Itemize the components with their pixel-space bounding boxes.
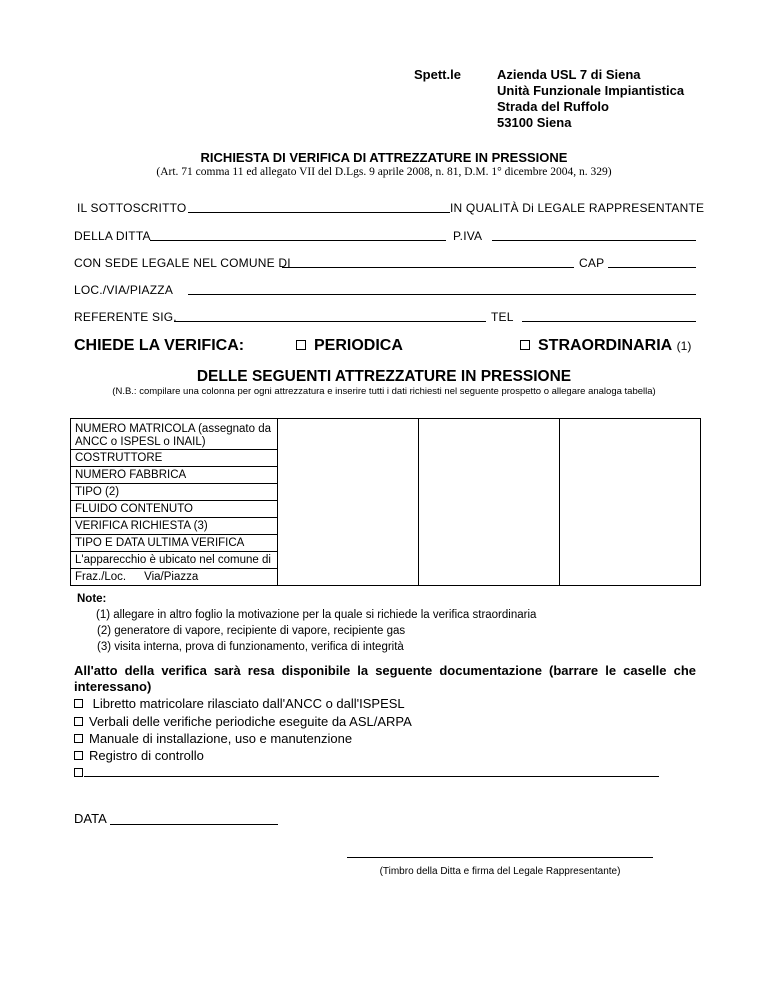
- table-row: [71, 419, 701, 450]
- document-title: RICHIESTA DI VERIFICA DI ATTREZZATURE IN PRESSIONE: [200, 150, 568, 165]
- checkbox-icon[interactable]: [74, 768, 83, 777]
- straordinaria-note: (1): [676, 339, 692, 353]
- notes-heading: Note:: [77, 593, 107, 605]
- row-label-frazione: [71, 569, 278, 586]
- note-item: (1) allegare in altro foglio la motivazione per la quale si richiede la verifica straordinaria: [96, 609, 537, 621]
- doc-item-other[interactable]: [74, 765, 83, 780]
- cap-label: CAP: [579, 256, 605, 270]
- sottoscritto-field[interactable]: [188, 212, 450, 213]
- piva-field[interactable]: [492, 240, 696, 241]
- document-subtitle: (Art. 71 comma 11 ed allegato VII del D.Lgs. 9 aprile 2008, n. 81, D.M. 1° dicembre 2004, n. 329): [156, 166, 612, 178]
- straordinaria-label: STRAORDINARIA: [538, 337, 673, 354]
- recipient-line: Azienda USL 7 di Siena: [497, 67, 641, 82]
- via-label: Via/Piazza: [144, 571, 199, 583]
- note-item: (3) visita interna, prova di funzionamento, verifica di integrità: [97, 641, 404, 653]
- doc-item-label: Libretto matricolare rilasciato dall'ANCC o dall'ISPESL: [92, 696, 405, 711]
- chiede-label: CHIEDE LA VERIFICA:: [74, 337, 245, 354]
- fraz-label: Fraz./Loc.: [75, 571, 127, 583]
- ditta-label: DELLA DITTA: [74, 229, 151, 243]
- qualita-label: IN QUALITÀ Di LEGALE RAPPRESENTANTE: [450, 201, 705, 215]
- doc-item-label: Verbali delle verifiche periodiche eseguite da ASL/ARPA: [89, 714, 412, 729]
- row-label-matricola: NUMERO MATRICOLA (assegnato da ANCC o ISPESL o INAIL): [71, 419, 278, 450]
- sottoscritto-label: IL SOTTOSCRITTO: [77, 201, 187, 215]
- note-item: (2) generatore di vapore, recipiente di vapore, recipiente gas: [97, 625, 406, 637]
- checkbox-icon[interactable]: [74, 751, 83, 760]
- equipment-column-1[interactable]: [278, 419, 419, 586]
- row-label-verifica: VERIFICA RICHIESTA (3): [71, 518, 278, 535]
- recipient-line: Strada del Ruffolo: [497, 99, 609, 114]
- row-label-tipo: TIPO (2): [71, 484, 278, 501]
- signature-caption: (Timbro della Ditta e firma del Legale Rappresentante): [379, 866, 621, 877]
- doc-item-label: Manuale di installazione, uso e manutenzione: [89, 731, 353, 746]
- documentation-intro: All'atto della verifica sarà resa disponibile la seguente documentazione (barrare le caselle che interessano): [74, 663, 696, 694]
- signature-field[interactable]: [347, 857, 653, 858]
- sede-field[interactable]: [282, 267, 574, 268]
- referente-label: REFERENTE SIG.: [74, 310, 177, 324]
- doc-item-label: Registro di controllo: [89, 748, 204, 763]
- row-label-comune: L'apparecchio è ubicato nel comune di: [71, 552, 278, 569]
- row-label-fluido: FLUIDO CONTENUTO: [71, 501, 278, 518]
- loc-label: LOC./VIA/PIAZZA: [74, 283, 174, 297]
- equipment-column-2[interactable]: [419, 419, 560, 586]
- periodica-label: PERIODICA: [314, 337, 403, 354]
- checkbox-icon[interactable]: [74, 717, 83, 726]
- doc-item-verbali[interactable]: [74, 714, 412, 729]
- date-label: DATA: [74, 811, 107, 826]
- recipient-line: Unità Funzionale Impiantistica: [497, 83, 685, 98]
- sede-label: CON SEDE LEGALE NEL COMUNE DI: [74, 256, 291, 270]
- salutation: Spett.le: [414, 67, 461, 82]
- tel-field[interactable]: [522, 321, 696, 322]
- row-label-ultima-verifica: TIPO E DATA ULTIMA VERIFICA: [71, 535, 278, 552]
- checkbox-icon[interactable]: [296, 340, 306, 350]
- straordinaria-option[interactable]: [520, 337, 691, 355]
- loc-field[interactable]: [188, 294, 696, 295]
- checkbox-icon[interactable]: [520, 340, 530, 350]
- recipient-line: 53100 Siena: [497, 115, 572, 130]
- doc-item-libretto[interactable]: [74, 696, 405, 711]
- equipment-column-3[interactable]: [560, 419, 701, 586]
- row-label-costruttore: COSTRUTTORE: [71, 450, 278, 467]
- checkbox-icon[interactable]: [74, 699, 83, 708]
- cap-field[interactable]: [608, 267, 696, 268]
- row-label-fabbrica: NUMERO FABBRICA: [71, 467, 278, 484]
- date-field[interactable]: [110, 824, 278, 825]
- periodica-option[interactable]: [296, 337, 403, 355]
- doc-item-manuale[interactable]: [74, 731, 352, 746]
- section-title: DELLE SEGUENTI ATTREZZATURE IN PRESSIONE: [196, 368, 572, 385]
- equipment-table: [70, 418, 701, 586]
- piva-label: P.IVA: [453, 229, 483, 243]
- checkbox-icon[interactable]: [74, 734, 83, 743]
- notes-list: [96, 607, 536, 655]
- referente-field[interactable]: [174, 321, 486, 322]
- ditta-field[interactable]: [150, 240, 446, 241]
- section-note: (N.B.: compilare una colonna per ogni attrezzatura e inserire tutti i dati richiesti nel seguente prospetto o allegare analoga tabella): [112, 386, 656, 397]
- doc-item-registro[interactable]: [74, 748, 204, 763]
- doc-other-field[interactable]: [84, 776, 659, 777]
- tel-label: TEL: [491, 310, 514, 324]
- recipient-address: [497, 67, 684, 131]
